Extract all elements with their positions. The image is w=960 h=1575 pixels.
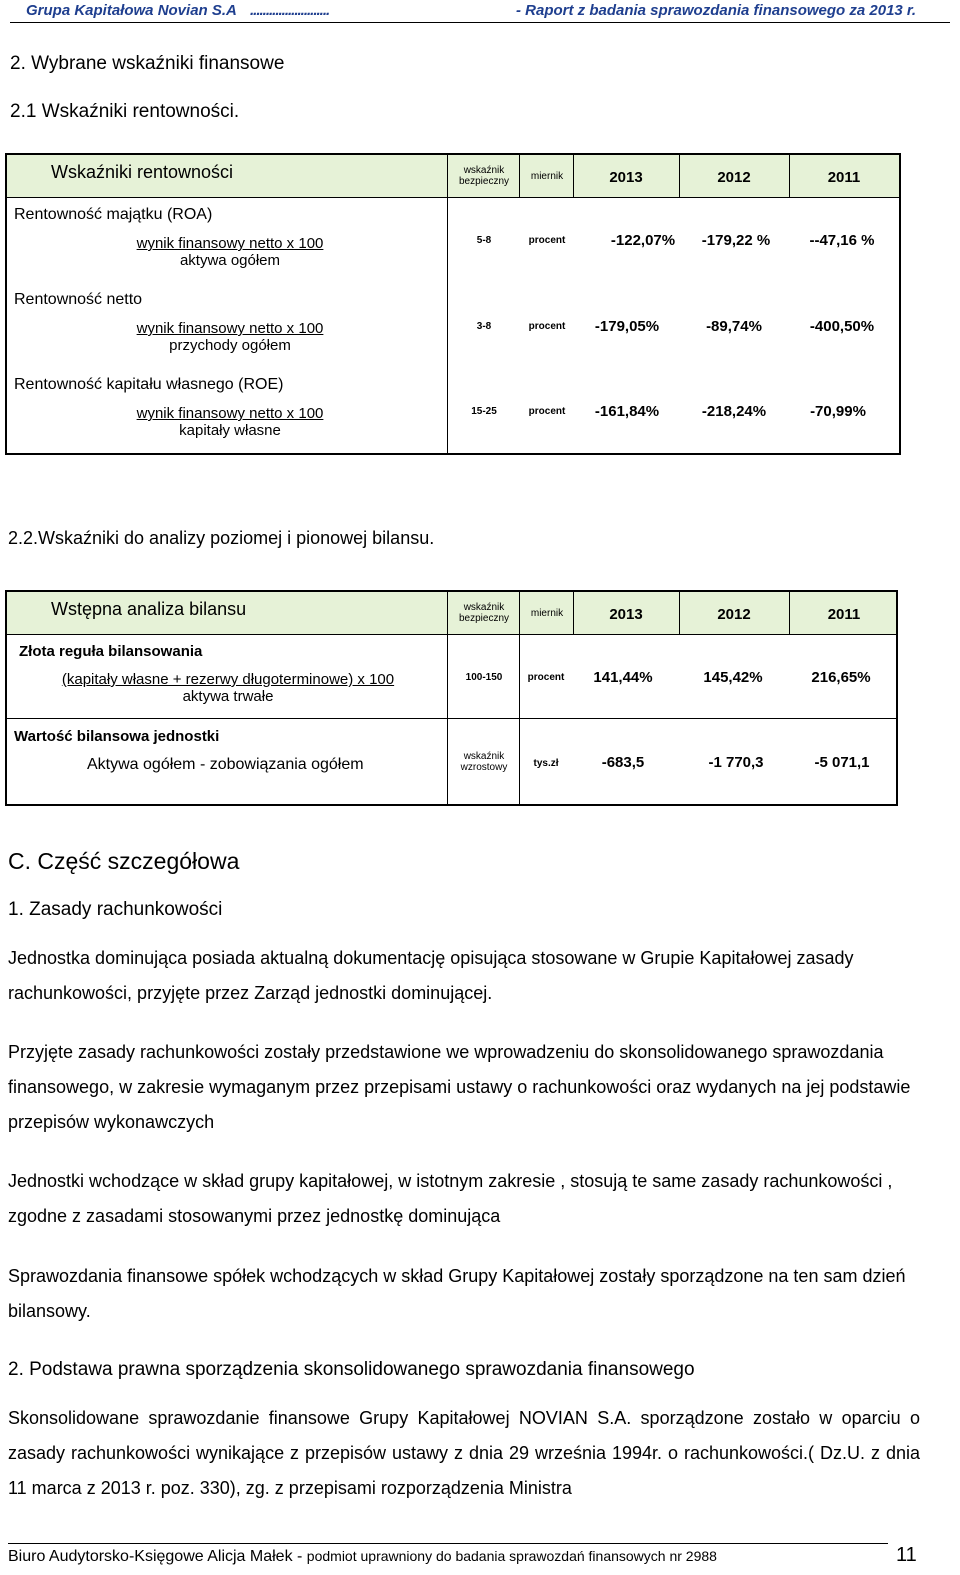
row-value-2011: -70,99%	[810, 403, 866, 420]
row-name: Rentowność majątku (ROA)	[14, 206, 213, 223]
paragraph: Sprawozdania finansowe spółek wchodzących w skład Grupy Kapitałowej zostały sporządzone na ten sam dzień bilansowy.	[8, 1266, 906, 1321]
row-value-2012: -89,74%	[706, 318, 762, 335]
subsection-2-title: 2. Podstawa prawna sporządzenia skonsolidowanego sprawozdania finansowego	[8, 1359, 695, 1380]
row-name: Rentowność kapitału własnego (ROE)	[14, 376, 284, 393]
row-formula: wynik finansowy netto x 100 kapitały własne	[136, 405, 324, 439]
section-2-2-title: 2.2.Wskaźniki do analizy poziomej i pionowej bilansu.	[8, 528, 435, 548]
col-year-2011: 2011	[827, 606, 861, 623]
row-formula: (kapitały własne + rezerwy długoterminowe) x 100 aktywa trwałe	[61, 671, 395, 705]
col-year-2012: 2012	[717, 169, 751, 186]
row-value-2011: --47,16 %	[809, 232, 875, 249]
row-formula: Aktywa ogółem - zobowiązania ogółem	[87, 756, 364, 773]
profitability-table	[5, 153, 901, 455]
row-value-2011: -5 071,1	[814, 754, 870, 771]
row-safe: 100-150	[465, 672, 503, 683]
row-name: Rentowność netto	[14, 291, 143, 308]
row-formula: wynik finansowy netto x 100 przychody ogółem	[136, 320, 324, 354]
row-safe: wskaźnik wzrostowy	[460, 751, 508, 773]
col-safe-header: wskaźnik bezpieczny	[458, 165, 510, 187]
row-value-2012: -179,22 %	[701, 232, 771, 249]
row-name: Złota reguła bilansowania	[19, 643, 203, 660]
row-value-2012: -1 770,3	[708, 754, 764, 771]
row-unit: procent	[528, 406, 566, 417]
header-right: - Raport z badania sprawozdania finansowego za 2013 r.	[516, 2, 917, 19]
row-unit: procent	[528, 321, 566, 332]
subsection-1-title: 1. Zasady rachunkowości	[8, 899, 223, 920]
footer-text: Biuro Audytorsko-Księgowe Alicja Małek - podmiot uprawniony do badania sprawozdań finansowych nr 2988	[8, 1548, 717, 1565]
header-dots: .........................	[250, 2, 330, 19]
section-2-title: 2. Wybrane wskaźniki finansowe	[10, 53, 285, 74]
row-value-2013: -122,07%	[610, 232, 676, 249]
row-unit: tys.zł	[533, 758, 559, 769]
col-year-2013: 2013	[609, 169, 643, 186]
col-year-2011: 2011	[827, 169, 861, 186]
row-value-2013: 141,44%	[593, 669, 653, 686]
section-2-1-title: 2.1 Wskaźniki rentowności.	[10, 101, 240, 122]
col-unit-header: miernik	[530, 171, 564, 182]
row-unit: procent	[528, 235, 566, 246]
row-safe: 5-8	[476, 235, 492, 246]
row-name: Wartość bilansowa jednostki	[14, 728, 220, 745]
balance-table	[5, 590, 898, 806]
running-header	[10, 0, 950, 23]
table-title: Wstępna analiza bilansu	[51, 599, 247, 619]
col-unit-header: miernik	[530, 608, 564, 619]
row-value-2011: -400,50%	[809, 318, 875, 335]
paragraph: Jednostki wchodzące w skład grupy kapitałowej, w istotnym zakresie , stosują te same zasady rachunkowości , zgodne z zasadami stosowanymi przez jednostkę dominująca	[8, 1171, 893, 1226]
paragraph: Jednostka dominująca posiada aktualną dokumentację opisująca stosowane w Grupie Kapitałowej zasady rachunkowości, przyjęte przez Zarząd jednostki dominującej.	[8, 948, 854, 1003]
row-safe: 3-8	[476, 321, 492, 332]
row-safe: 15-25	[471, 406, 497, 417]
row-value-2013: -179,05%	[594, 318, 660, 335]
row-value-2012: -218,24%	[701, 403, 767, 420]
paragraph: Skonsolidowane sprawozdanie finansowe Grupy Kapitałowej NOVIAN S.A. sporządzone zostało w oparciu o zasady rachunkowości wynikające z przepisów ustawy z dnia 29 września 1994r. o rachunkowości.( Dz.U. z dnia 11 marca z 2013 r. poz. 330), zg. z przepisami rozporządzenia Ministra	[8, 1408, 920, 1498]
row-formula: wynik finansowy netto x 100 aktywa ogółem	[136, 235, 324, 269]
page-number: 11	[896, 1544, 917, 1566]
col-safe-header: wskaźnik bezpieczny	[458, 602, 510, 624]
row-value-2012: 145,42%	[703, 669, 763, 686]
paragraph: Przyjęte zasady rachunkowości zostały przedstawione we wprowadzeniu do skonsolidowanego sprawozdania finansowego, w zakresie wymaganym przez przepisami ustawy o rachunkowości oraz wydanych na jej podstawie przepisów wykonawczych	[8, 1042, 911, 1132]
col-year-2013: 2013	[609, 606, 643, 623]
row-unit: procent	[527, 672, 565, 683]
section-c-title: C. Część szczegółowa	[8, 848, 240, 874]
row-value-2011: 216,65%	[811, 669, 871, 686]
header-left: Grupa Kapitałowa Novian S.A	[26, 2, 237, 19]
table-title: Wskaźniki rentowności	[51, 162, 234, 182]
row-value-2013: -161,84%	[594, 403, 660, 420]
row-value-2013: -683,5	[601, 754, 645, 771]
col-year-2012: 2012	[717, 606, 751, 623]
